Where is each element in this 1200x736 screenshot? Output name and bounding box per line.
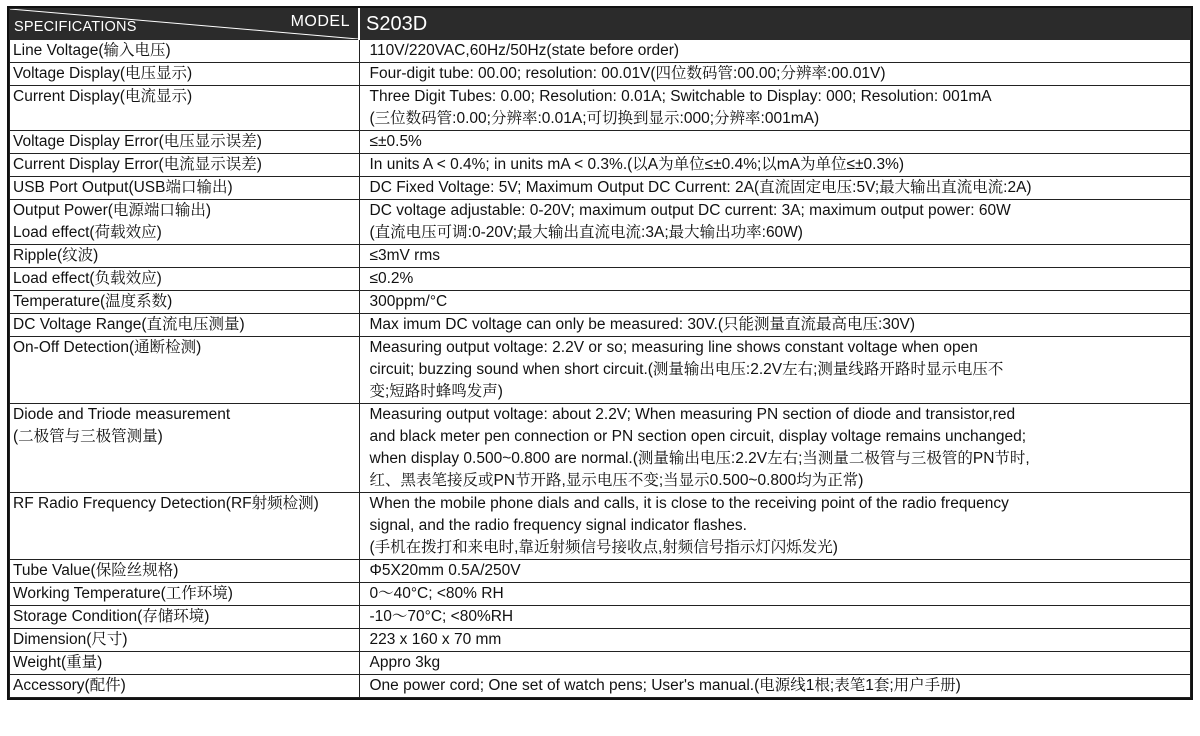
table-row [10,493,1191,560]
table-row [10,337,1191,404]
spec-label-cell [10,177,360,200]
spec-label: Load effect(荷载效应) [13,224,162,241]
spec-value: 变;短路时蜂鸣发声) [369,383,503,400]
spec-value: One power cord; One set of watch pens; User's manual.(电源线1根;表笔1套;用户手册) [369,677,961,694]
spec-label-cell [10,560,360,583]
spec-label-cell [10,675,360,698]
spec-value: Appro 3kg [369,654,441,671]
spec-label: Temperature(温度系数) [13,293,173,310]
spec-value-cell [359,177,1191,200]
specifications-table [9,8,1191,698]
spec-value-cell [359,200,1191,245]
spec-value-cell [359,606,1191,629]
spec-value: ≤3mV rms [369,247,441,264]
spec-value-cell [359,675,1191,698]
spec-value: circuit; buzzing sound when short circuit.(测量输出电压:2.2V左右;测量线路开路时显示电压不 [369,361,1004,378]
specifications-label: SPECIFICATIONS [14,19,137,35]
spec-value-cell [359,404,1191,493]
table-row [10,675,1191,698]
spec-label: On-Off Detection(通断检测) [13,339,202,356]
spec-value: when display 0.500~0.800 are normal.(测量输出电压:2.2V左右;当测量二极管与三极管的PN节时, [369,450,1030,467]
spec-value: DC Fixed Voltage: 5V; Maximum Output DC Current: 2A(直流固定电压:5V;最大输出直流电流:2A) [369,179,1032,196]
spec-value-cell [359,131,1191,154]
spec-label-cell [10,606,360,629]
spec-label: Load effect(负载效应) [13,270,162,287]
spec-label-cell [10,131,360,154]
spec-value: -10～70°C; <80%RH [369,608,514,625]
spec-value-cell [359,337,1191,404]
table-row [10,177,1191,200]
spec-value: signal, and the radio frequency signal indicator flashes. [369,517,747,534]
table-row [10,245,1191,268]
spec-value: Three Digit Tubes: 0.00; Resolution: 0.01A; Switchable to Display: 000; Resolution: 001mA [369,88,992,105]
table-row [10,314,1191,337]
spec-label-cell [10,291,360,314]
spec-value: 0～40°C; <80% RH [369,585,504,602]
spec-value-cell [359,63,1191,86]
spec-label: Current Display(电流显示) [13,88,193,105]
model-label: MODEL [290,13,350,30]
table-row [10,268,1191,291]
table-row [10,629,1191,652]
table-row [10,404,1191,493]
spec-value: In units A < 0.4%; in units mA < 0.3%.(以A为单位≤±0.4%;以mA为单位≤±0.3%) [369,156,905,173]
table-header-row [10,9,1191,40]
spec-value: 110V/220VAC,60Hz/50Hz(state before order) [369,42,680,59]
table-row [10,560,1191,583]
spec-value-cell [359,629,1191,652]
spec-value: Measuring output voltage: about 2.2V; When measuring PN section of diode and transistor,red [369,406,1016,423]
spec-label: Weight(重量) [13,654,103,671]
table-row [10,154,1191,177]
spec-label: Dimension(尺寸) [13,631,128,648]
table-row [10,86,1191,131]
spec-label: Output Power(电源端口输出) [13,202,212,219]
table-row [10,606,1191,629]
spec-label: Voltage Display Error(电压显示误差) [13,133,262,150]
spec-label-cell [10,245,360,268]
spec-value: 300ppm/°C [369,293,448,310]
spec-label-cell [10,337,360,404]
spec-label: Ripple(纹波) [13,247,99,264]
spec-value-cell [359,154,1191,177]
specifications-table-container [7,6,1193,700]
spec-value: ≤0.2% [369,270,414,287]
spec-value: When the mobile phone dials and calls, it is close to the receiving point of the radio frequency [369,495,1009,512]
spec-label: RF Radio Frequency Detection(RF射频检测) [13,495,319,512]
spec-label: DC Voltage Range(直流电压测量) [13,316,245,333]
table-row [10,131,1191,154]
table-row [10,40,1191,63]
table-row [10,63,1191,86]
spec-value: Four-digit tube: 00.00; resolution: 00.01V(四位数码管:00.00;分辨率:00.01V) [369,65,886,82]
spec-label-cell [10,314,360,337]
spec-label: Tube Value(保险丝规格) [13,562,179,579]
spec-value: (直流电压可调:0-20V;最大输出直流电流:3A;最大输出功率:60W) [369,224,803,241]
spec-label-cell [10,154,360,177]
spec-value-cell [359,40,1191,63]
spec-value-cell [359,86,1191,131]
spec-value: (三位数码管:0.00;分辨率:0.01A;可切换到显示:000;分辨率:001mA) [369,110,820,127]
spec-label: Line Voltage(输入电压) [13,42,171,59]
spec-label-cell [10,86,360,131]
spec-value: Measuring output voltage: 2.2V or so; measuring line shows constant voltage when open [369,339,978,356]
spec-label: Accessory(配件) [13,677,126,694]
table-row [10,652,1191,675]
spec-value: 223 x 160 x 70 mm [369,631,502,648]
spec-label: Storage Condition(存储环境) [13,608,210,625]
spec-value: and black meter pen connection or PN section open circuit, display voltage remains unchanged; [369,428,1027,445]
model-value: S203D [359,9,1191,40]
spec-value-cell [359,652,1191,675]
spec-value: ≤±0.5% [369,133,422,150]
table-row [10,291,1191,314]
spec-label-cell [10,268,360,291]
spec-label-cell [10,583,360,606]
spec-label: Diode and Triode measurement [13,406,231,423]
spec-label-cell [10,63,360,86]
spec-value-cell [359,268,1191,291]
spec-value-cell [359,314,1191,337]
spec-label-cell [10,200,360,245]
spec-label: Current Display Error(电流显示误差) [13,156,262,173]
spec-value-cell [359,245,1191,268]
spec-label-cell [10,404,360,493]
spec-value: Max imum DC voltage can only be measured: 30V.(只能测量直流最高电压:30V) [369,316,916,333]
spec-value-cell [359,560,1191,583]
table-row [10,583,1191,606]
spec-label-cell [10,629,360,652]
spec-label-cell [10,652,360,675]
spec-label-cell [10,493,360,560]
spec-label: USB Port Output(USB端口输出) [13,179,233,196]
spec-value-cell [359,291,1191,314]
table-row [10,200,1191,245]
header-spec-model-cell [10,9,360,40]
spec-value: DC voltage adjustable: 0-20V; maximum output DC current: 3A; maximum output power: 60W [369,202,1011,219]
spec-label: Working Temperature(工作环境) [13,585,233,602]
spec-value-cell [359,493,1191,560]
spec-value: Φ5X20mm 0.5A/250V [369,562,521,579]
spec-value-cell [359,583,1191,606]
spec-label: Voltage Display(电压显示) [13,65,193,82]
spec-label-cell [10,40,360,63]
spec-value: (手机在拨打和来电时,靠近射频信号接收点,射频信号指示灯闪烁发光) [369,539,838,556]
spec-label: (二极管与三极管测量) [13,428,163,445]
spec-value: 红、黑表笔接反或PN节开路,显示电压不变;当显示0.500~0.800均为正常) [369,472,864,489]
